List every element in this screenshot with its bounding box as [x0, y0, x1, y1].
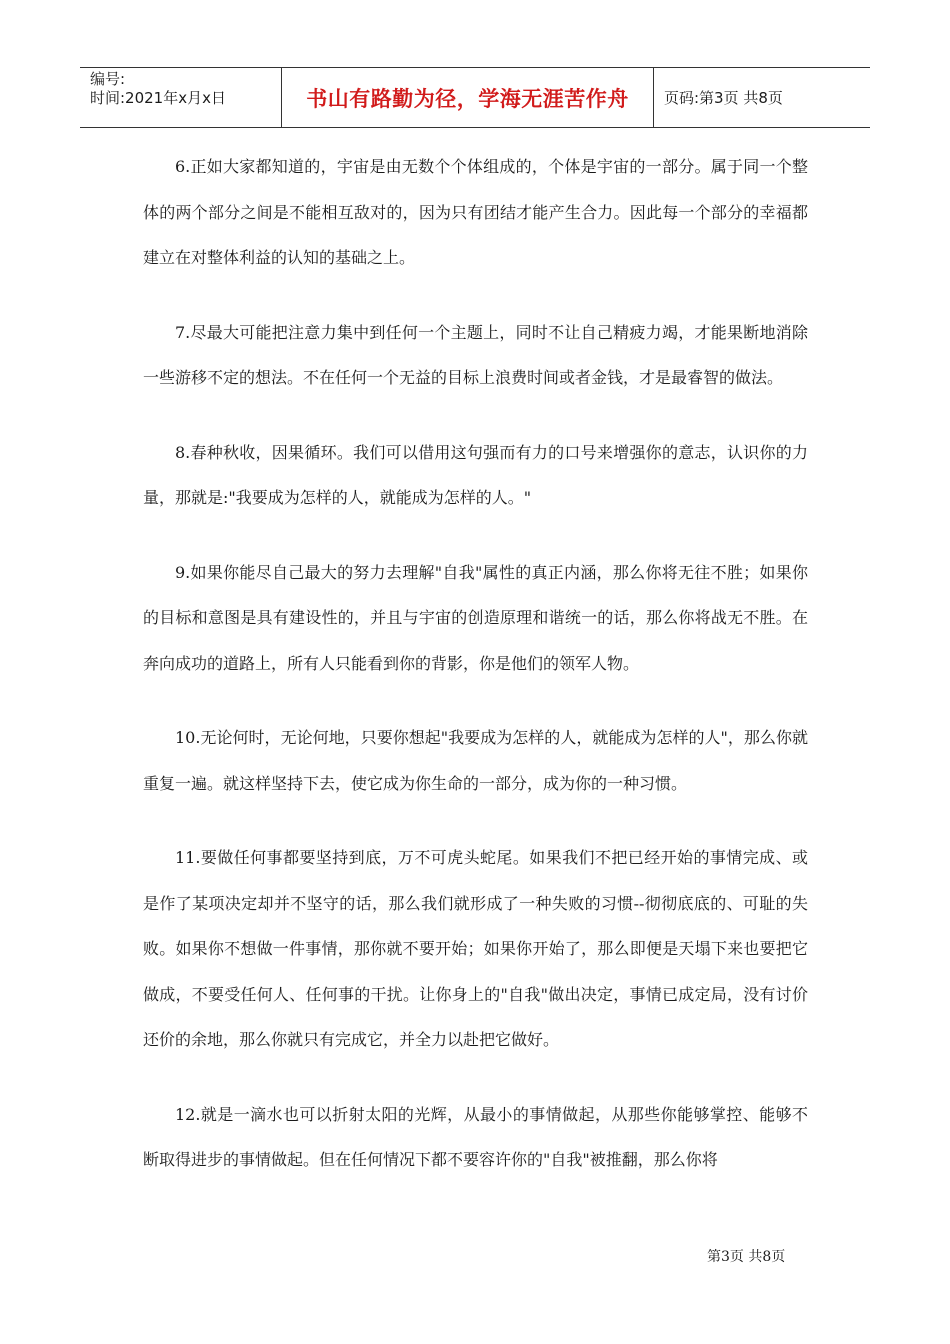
page-header	[80, 67, 870, 128]
header-info-cell	[80, 68, 282, 127]
page-code: 页码:第3页 共8页	[664, 89, 783, 107]
paragraph: 11.要做任何事都要坚持到底，万不可虎头蛇尾。如果我们不把已经开始的事情完成、或是作了某项决定却并不坚守的话，那么我们就形成了一种失败的习惯--彻彻底底的、可耻的失败。如果你不想做一件事情，那你就不要开始；如果你开始了，那么即便是天塌下来也要把它做成，不要受任何人、任何事的干扰。让你身上的"自我"做出决定，事情已成定局，没有讨价还价的余地，那么你就只有完成它，并全力以赴把它做好。	[143, 848, 808, 1049]
document-body	[143, 144, 808, 1212]
header-motto-cell	[282, 68, 654, 127]
paragraph: 8.春种秋收，因果循环。我们可以借用这句强而有力的口号来增强你的意志，认识你的力量，那就是:"我要成为怎样的人，就能成为怎样的人。"	[143, 442, 808, 507]
page-footer: 第3页 共8页	[707, 1249, 786, 1265]
paragraph: 12.就是一滴水也可以折射太阳的光辉，从最小的事情做起，从那些你能够掌控、能够不断取得进步的事情做起。但在任何情况下都不要容许你的"自我"被推翻，那么你将	[143, 1104, 808, 1169]
number-label: 编号:	[90, 70, 126, 88]
header-page-cell	[654, 68, 870, 127]
time-label: 时间:2021年x月x日	[90, 89, 226, 107]
paragraph: 10.无论何时，无论何地，只要你想起"我要成为怎样的人，就能成为怎样的人"，那么你就重复一遍。就这样坚持下去，使它成为你生命的一部分，成为你的一种习惯。	[143, 728, 808, 793]
paragraph: 7.尽最大可能把注意力集中到任何一个主题上，同时不让自己精疲力竭，才能果断地消除一些游移不定的想法。不在任何一个无益的目标上浪费时间或者金钱，才是最睿智的做法。	[143, 322, 808, 387]
motto-text: 书山有路勤为径，学海无涯苦作舟	[306, 86, 629, 111]
paragraph: 6.正如大家都知道的，宇宙是由无数个个体组成的，个体是宇宙的一部分。属于同一个整体的两个部分之间是不能相互敌对的，因为只有团结才能产生合力。因此每一个部分的幸福都建立在对整体利益的认知的基础之上。	[143, 157, 808, 267]
paragraph: 9.如果你能尽自己最大的努力去理解"自我"属性的真正内涵，那么你将无往不胜；如果你的目标和意图是具有建设性的，并且与宇宙的创造原理和谐统一的话，那么你将战无不胜。在奔向成功的道路上，所有人只能看到你的背影，你是他们的领军人物。	[143, 562, 808, 673]
